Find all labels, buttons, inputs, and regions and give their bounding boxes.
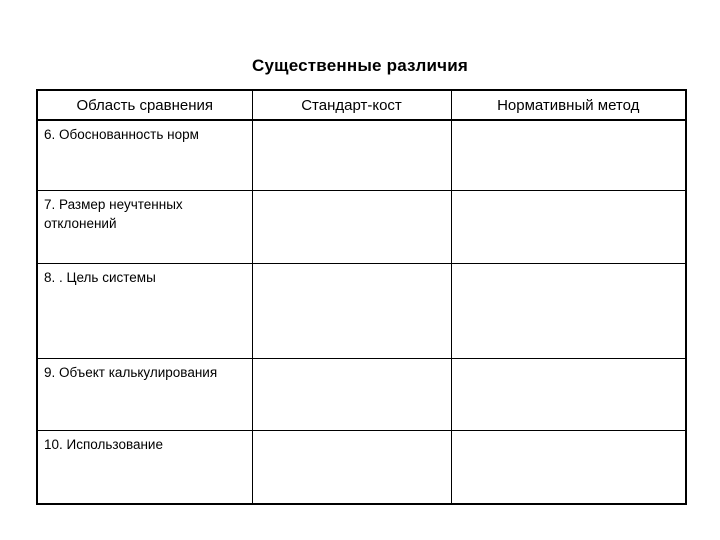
column-header-standard-cost: Стандарт-кост [252, 90, 451, 120]
cell-standard-cost [252, 359, 451, 431]
cell-normative-method [451, 431, 686, 505]
table-header-row [37, 90, 686, 120]
cell-area: 7. Размер неучтенных отклонений [37, 191, 252, 264]
cell-standard-cost [252, 120, 451, 191]
table-row [37, 431, 686, 505]
cell-normative-method [451, 120, 686, 191]
table-row [37, 191, 686, 264]
table-row [37, 264, 686, 359]
cell-standard-cost [252, 431, 451, 505]
page-title: Существенные различия [252, 56, 468, 75]
cell-normative-method [451, 359, 686, 431]
cell-area: 6. Обоснованность норм [37, 120, 252, 191]
table-row [37, 120, 686, 191]
column-header-area: Область сравнения [37, 90, 252, 120]
cell-area: 8. . Цель системы [37, 264, 252, 359]
table-row [37, 359, 686, 431]
cell-standard-cost [252, 264, 451, 359]
cell-area: 9. Объект калькулирования [37, 359, 252, 431]
cell-normative-method [451, 264, 686, 359]
column-header-normative-method: Нормативный метод [451, 90, 686, 120]
comparison-table [36, 89, 687, 505]
cell-normative-method [451, 191, 686, 264]
cell-area: 10. Использование [37, 431, 252, 505]
cell-standard-cost [252, 191, 451, 264]
